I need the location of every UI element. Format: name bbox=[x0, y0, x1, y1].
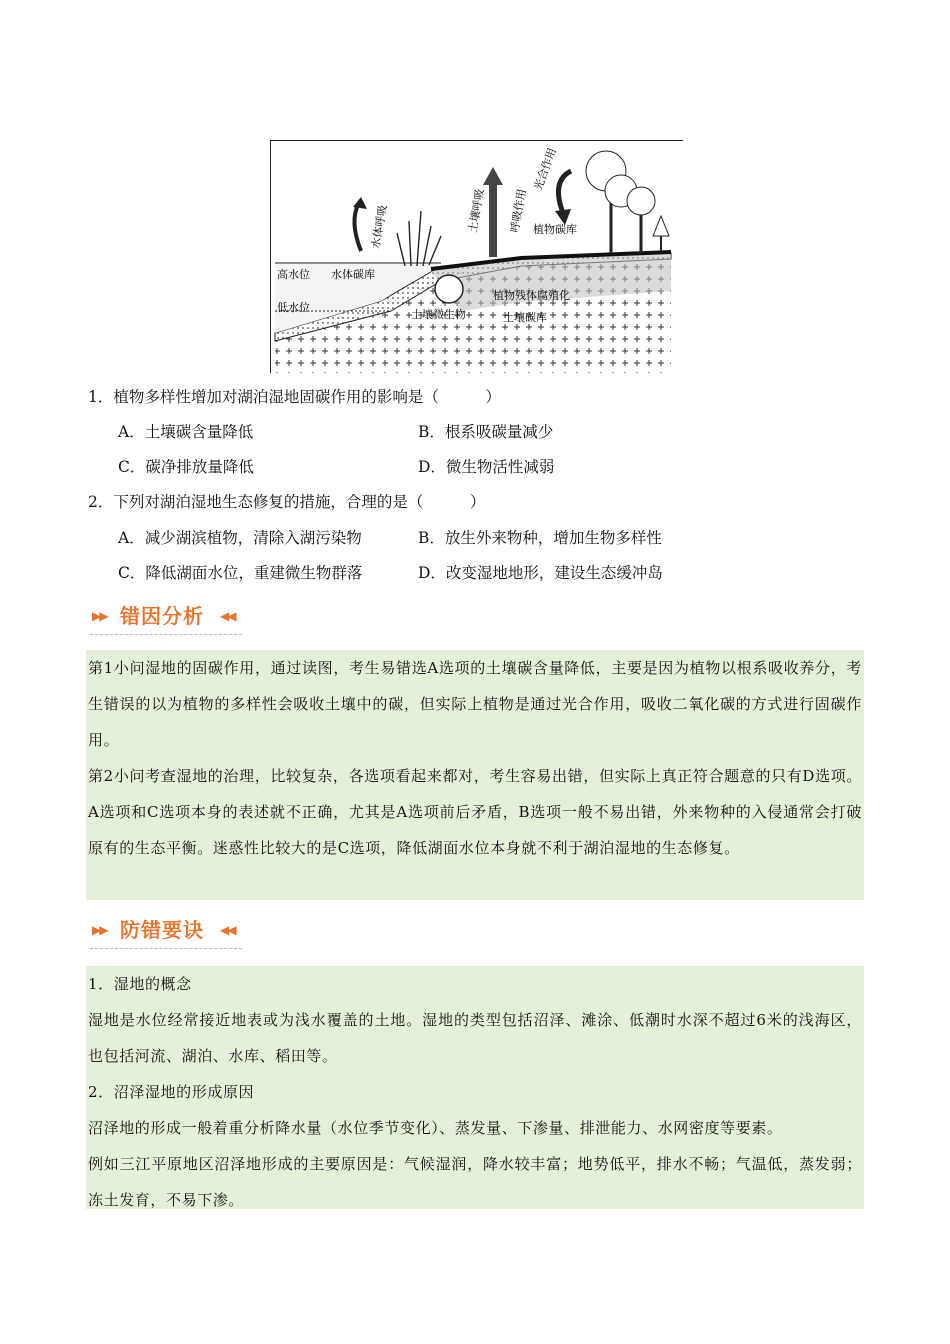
section-title: 错因分析 bbox=[120, 604, 204, 628]
left-arrows-icon: ◀◀ bbox=[220, 609, 235, 623]
label-high-water: 高水位 bbox=[277, 268, 310, 281]
label-soil-respiration: 土壤呼吸 bbox=[466, 187, 487, 234]
question-2-option-b[interactable]: B．放生外来物种，增加生物多样性 bbox=[418, 529, 662, 547]
wetland-carbon-diagram bbox=[270, 140, 683, 373]
question-1-option-b[interactable]: B．根系吸碳量减少 bbox=[418, 423, 554, 441]
paragraph: 沼泽地的形成一般着重分析降水量（水位季节变化）、蒸发量、下渗量、排泄能力、水网密度等要素。 bbox=[88, 1119, 783, 1137]
section-heading-error-analysis bbox=[90, 598, 242, 635]
error-analysis-box bbox=[86, 650, 864, 900]
question-1-option-d[interactable]: D．微生物活性减弱 bbox=[418, 458, 555, 476]
label-plant-carbon: 植物碳库 bbox=[533, 223, 577, 236]
paragraph: 第1小问湿地的固碳作用，通过读图，考生易错选A选项的土壤碳含量降低，主要是因为植物以根系吸收养分，考生错误的以为植物的多样性会吸收土壤中的碳，但实际上植物是通过光合作用，吸收二氧化碳的方式进行固碳作用。 bbox=[88, 659, 862, 749]
question-1-option-c[interactable]: C．碳净排放量降低 bbox=[118, 458, 254, 476]
right-arrows-icon: ▶▶ bbox=[92, 923, 107, 937]
question-2-option-a[interactable]: A．减少湖滨植物，清除入湖污染物 bbox=[118, 529, 362, 547]
right-arrows-icon: ▶▶ bbox=[92, 609, 107, 623]
section-title: 防错要诀 bbox=[120, 918, 204, 942]
left-arrows-icon: ◀◀ bbox=[220, 923, 235, 937]
label-water-carbon: 水体碳库 bbox=[331, 268, 375, 281]
label-soil-carbon: 土壤碳库 bbox=[503, 311, 547, 324]
question-1-stem: 1．植物多样性增加对湖泊湿地固碳作用的影响是（ ） bbox=[88, 388, 501, 406]
paragraph: 2．沼泽湿地的形成原因 bbox=[88, 1083, 255, 1101]
diagram-svg bbox=[271, 141, 683, 373]
trees-icon bbox=[586, 151, 669, 253]
question-2-option-d[interactable]: D．改变湿地地形，建设生态缓冲岛 bbox=[418, 564, 663, 582]
label-soil-microbes: 土壤微生物 bbox=[411, 308, 466, 321]
question-2-stem: 2．下列对湖泊湿地生态修复的措施，合理的是（ ） bbox=[88, 493, 486, 511]
label-respiration: 呼吸作用 bbox=[508, 187, 529, 234]
label-water-respiration: 水体呼吸 bbox=[369, 203, 390, 250]
label-photosynthesis: 光合作用 bbox=[531, 146, 559, 193]
section-heading-prevention-tips bbox=[90, 912, 242, 949]
paragraph: 例如三江平原地区沼泽地形成的主要原因是：气候湿润，降水较丰富；地势低平，排水不畅；气温低，蒸发弱；冻土发育，不易下渗。 bbox=[88, 1155, 862, 1209]
water-respiration-arrow bbox=[354, 203, 361, 251]
label-low-water: 低水位 bbox=[277, 301, 310, 314]
photosynthesis-arrow bbox=[559, 171, 572, 213]
reeds-icon bbox=[397, 211, 441, 266]
paragraph: 湿地是水位经常接近地表或为浅水覆盖的土地。湿地的类型包括沼泽、滩涂、低潮时水深不超过6米的浅海区，也包括河流、湖泊、水库、稻田等。 bbox=[88, 1011, 862, 1065]
question-2-option-c[interactable]: C．降低湖面水位，重建微生物群落 bbox=[118, 564, 363, 582]
question-1-option-a[interactable]: A．土壤碳含量降低 bbox=[118, 423, 254, 441]
microbe-icon bbox=[435, 275, 463, 303]
paragraph: 1．湿地的概念 bbox=[88, 975, 192, 993]
prevention-tips-box bbox=[86, 966, 864, 1209]
label-humification: 植物残体腐殖化 bbox=[493, 289, 570, 302]
paragraph: 第2小问考查湿地的治理，比较复杂，各选项看起来都对，考生容易出错，但实际上真正符合题意的只有D选项。A选项和C选项本身的表述就不正确，尤其是A选项前后矛盾，B选项一般不易出错，外来物种的入侵通常会打破原有的生态平衡。迷惑性比较大的是C选项，降低湖面水位本身就不利于湖泊湿地的生态修复。 bbox=[88, 767, 862, 857]
